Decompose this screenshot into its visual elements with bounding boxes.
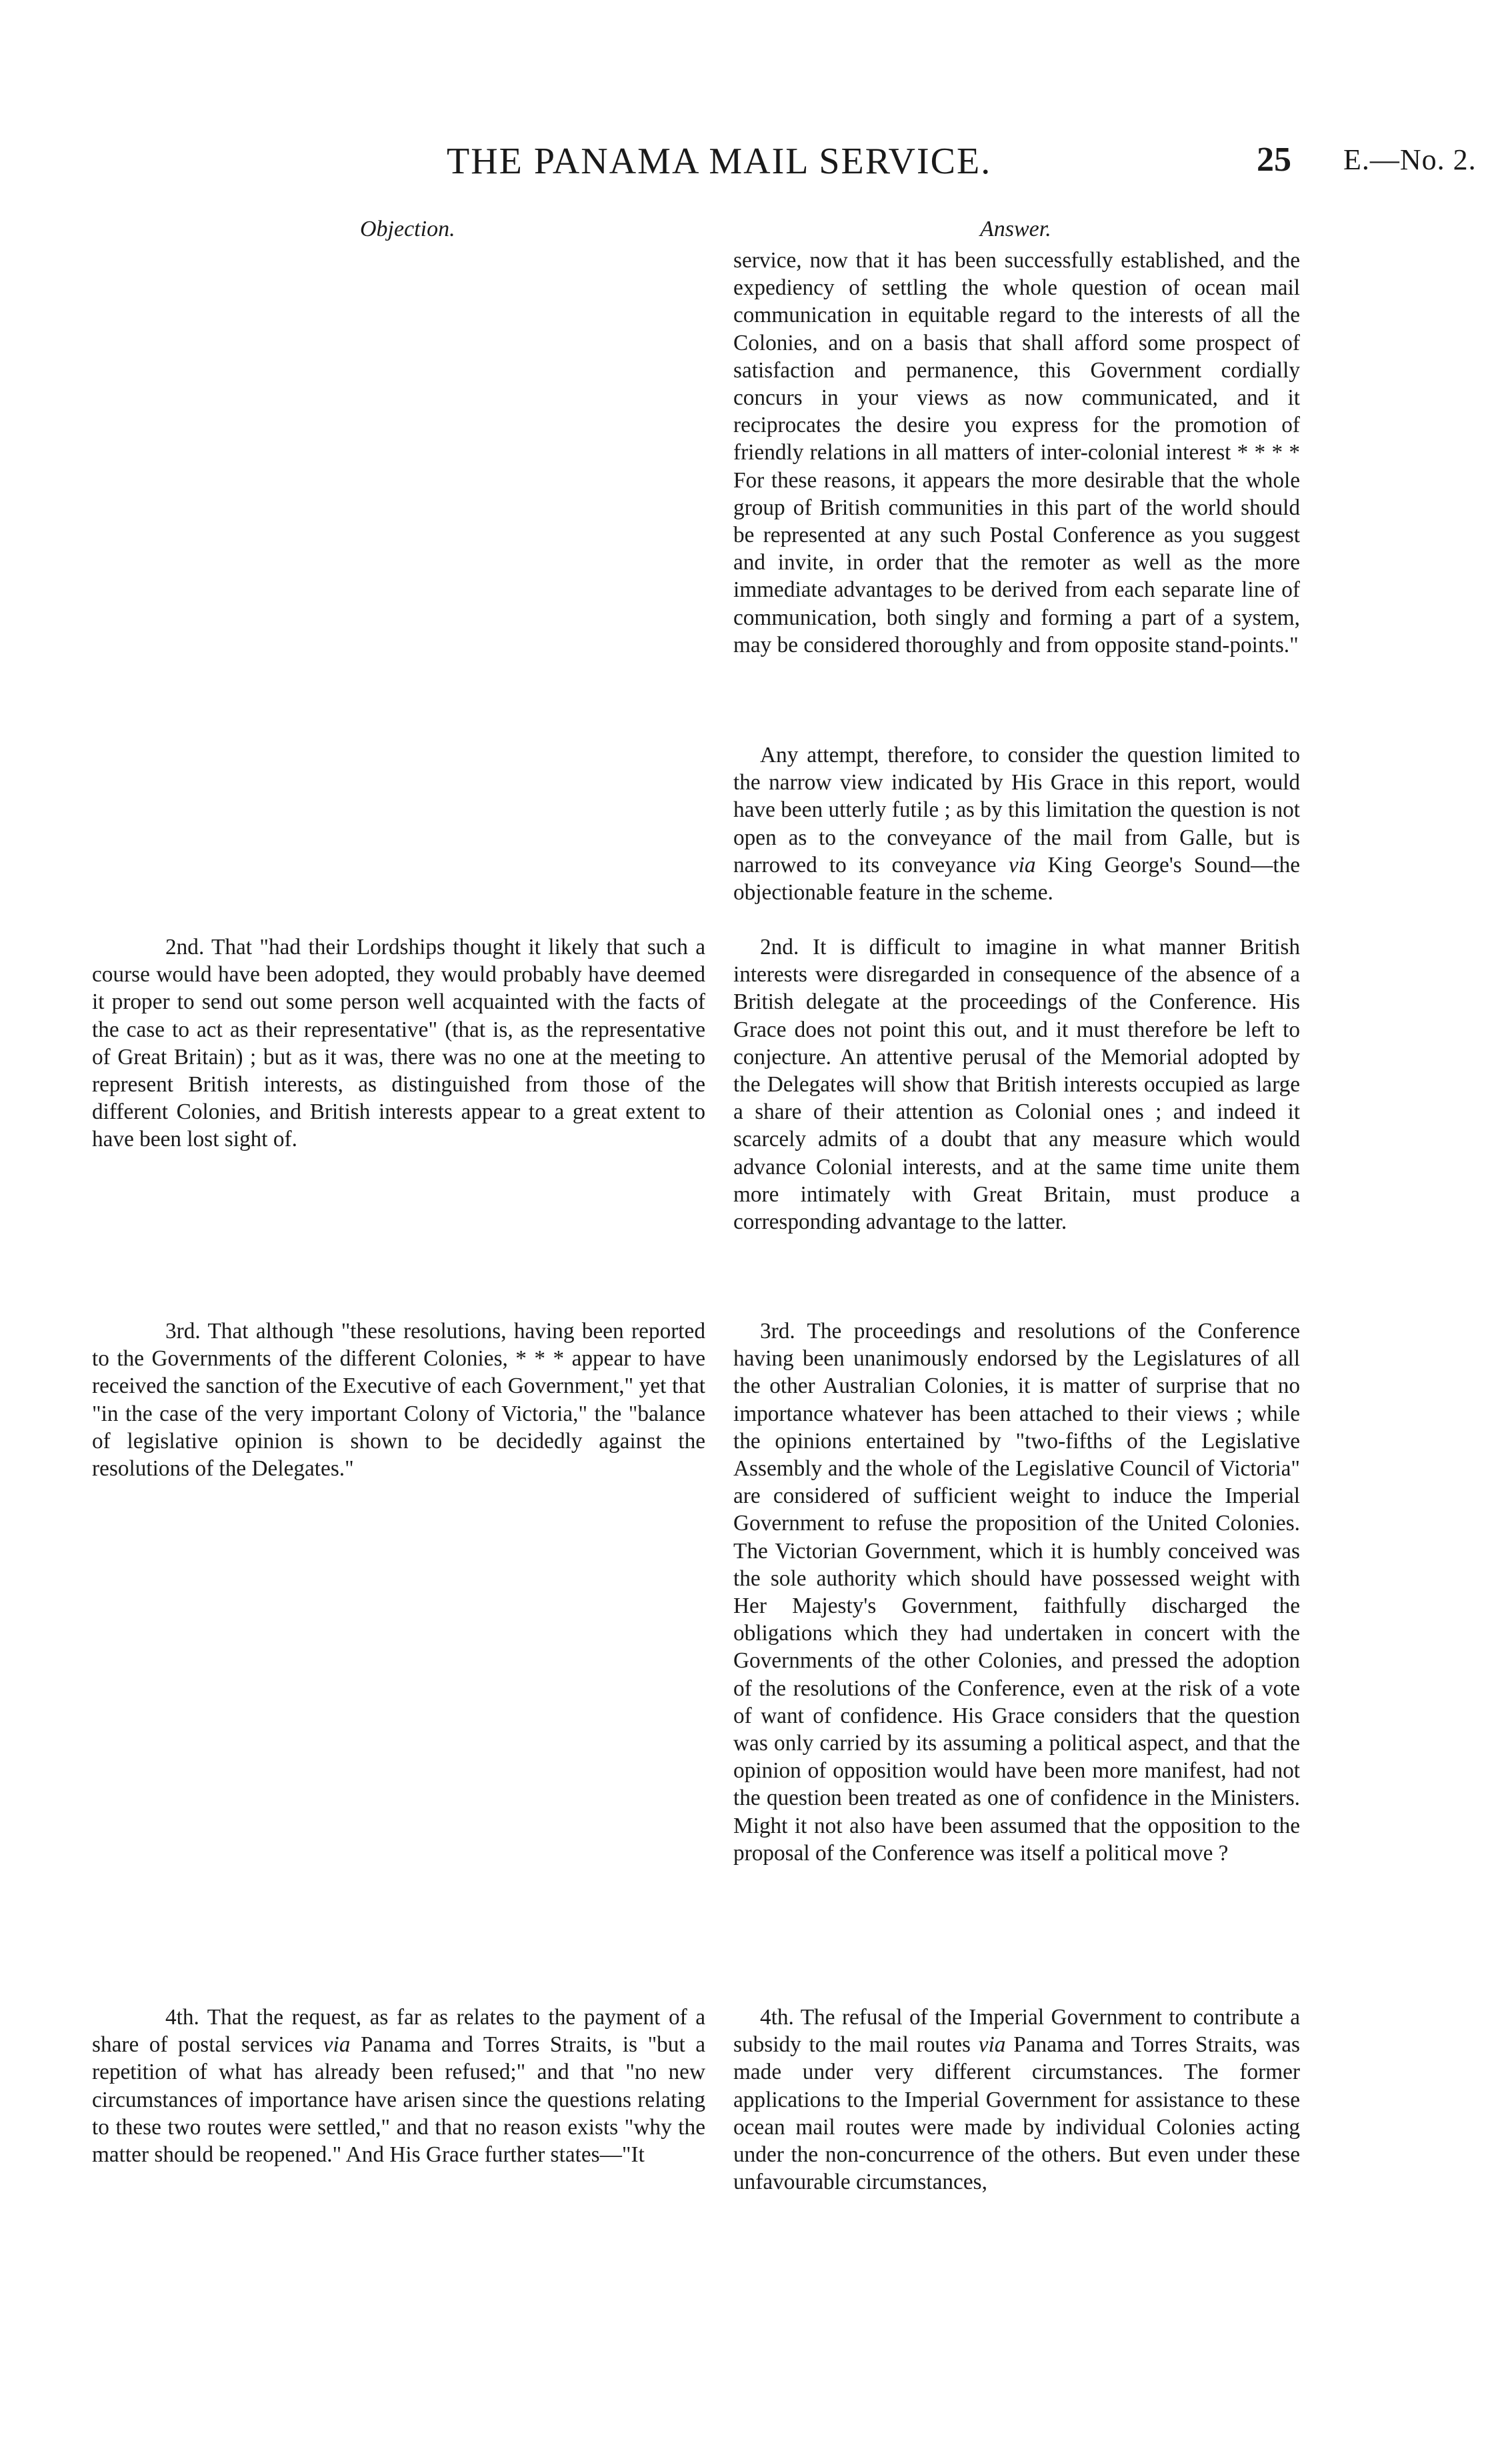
answer-paragraph-any-attempt: Any attempt, therefore, to consider the question limited to the narrow view indicated by His Grace in this report, would have been utterly futile ; as by this limitation the question is not open as to the conveyance of the mail from Galle, but is narrowed to its conveyance via King George's Sound—the objectionable feature in the scheme.	[733, 743, 1300, 905]
objection-paragraph-2nd: 2nd. That "had their Lordships thought it likely that such a course would have been adopted, they would probably have deemed it proper to send out some person well acquainted with the facts of the case to act as their representative" (that is, as the representative of Great Britain) ; but as it was, there was no one at the meeting to represent British interests, as distinguished from those of the different Colonies, and British interests appear to a great extent to have been lost sight of.	[92, 935, 705, 1152]
objection-paragraph-4th: 4th. That the request, as far as relates to the payment of a share of postal services via Panama and Torres Straits, is "but a repetition of what has already been refused;" and that "no new circumstances of importance have arisen since the questions relating to these two routes were settled," and that no reason exists "why the matter should be reopened." And His Grace further states—"It	[92, 2005, 705, 2168]
answer-paragraph-continued: service, now that it has been successfully established, and the expediency of settling the whole question of ocean mail communication in equitable regard to the interests of all the Colonies, and on a basis that shall afford some prospect of satisfaction and permanence, this Government cordially concurs in your views as now communicated, and it reciprocates the desire you express for the promotion of friendly relations in all matters of inter-colonial interest * * * * For these reasons, it appears the more desirable that the whole group of British communities in this part of the world should be represented at any such Postal Conference as you suggest and invite, in order that the remoter as well as the more immediate advantages to be derived from each separate line of communication, both singly and forming a part of a system, may be considered thoroughly and from opposite stand-points."	[733, 248, 1300, 657]
column-heading-answer: Answer.	[980, 217, 1051, 241]
running-title: THE PANAMA MAIL SERVICE.	[447, 141, 992, 182]
answer-paragraph-4th: 4th. The refusal of the Imperial Government to contribute a subsidy to the mail routes via Panama and Torres Straits, was made under very different circumstances. The former applications to the Imperial Government for assistance to these ocean mail routes were made by individual Colonies acting under the non-concurrence of the others. But even under these unfavourable circumstances,	[733, 2005, 1301, 2195]
answer-paragraph-3rd: 3rd. The proceedings and resolutions of the Conference having been unanimously endorsed by the Legislatures of all the other Australian Colonies, it is matter of surprise that no importance whatever has been attached to their views ; while the opinions entertained by "two-fifths of the Legislative Assembly and the whole of the Legislative Council of Victoria" are considered of sufficient weight to induce the Imperial Government to refuse the proposition of the United Colonies. The Victorian Government, which it is humbly conceived was the sole authority which should have possessed weight with Her Majesty's Government, faithfully discharged the obligations which they had undertaken in concert with the Governments of the other Colonies, and pressed the adoption of the resolutions of the Conference, even at the risk of a vote of want of confidence. His Grace considers that the question was only carried by its assuming a political aspect, and that the opinion of opposition would have been more manifest, had not the question been treated as one of confidence in the Ministers. Might it not also have been assumed that the opposition to the proposal of the Conference was itself a political move ?	[733, 1319, 1300, 1866]
column-heading-objection: Objection.	[360, 217, 455, 241]
page-number: 25	[1257, 141, 1291, 179]
document-reference: E.—No. 2.	[1343, 143, 1477, 176]
objection-paragraph-3rd: 3rd. That although "these resolutions, having been reported to the Governments of the different Colonies, * * * appear to have received the sanction of the Executive of each Government," yet that "in the case of the very important Colony of Victoria," the "balance of legislative opinion is shown to be decidedly against the resolutions of the Delegates."	[92, 1319, 705, 1482]
page-header	[0, 140, 1512, 187]
answer-paragraph-2nd: 2nd. It is difficult to imagine in what manner British interests were disregarded in consequence of the absence of a British delegate at the proceedings of the Conference. His Grace does not point this out, and it must therefore be left to conjecture. An attentive perusal of the Memorial adopted by the Delegates will show that British interests occupied as large a share of their attention as Colonial ones ; and indeed it scarcely admits of a doubt that any measure which would advance Colonial interests, and at the same time unite them more intimately with Great Britain, must produce a corresponding advantage to the latter.	[733, 935, 1300, 1235]
